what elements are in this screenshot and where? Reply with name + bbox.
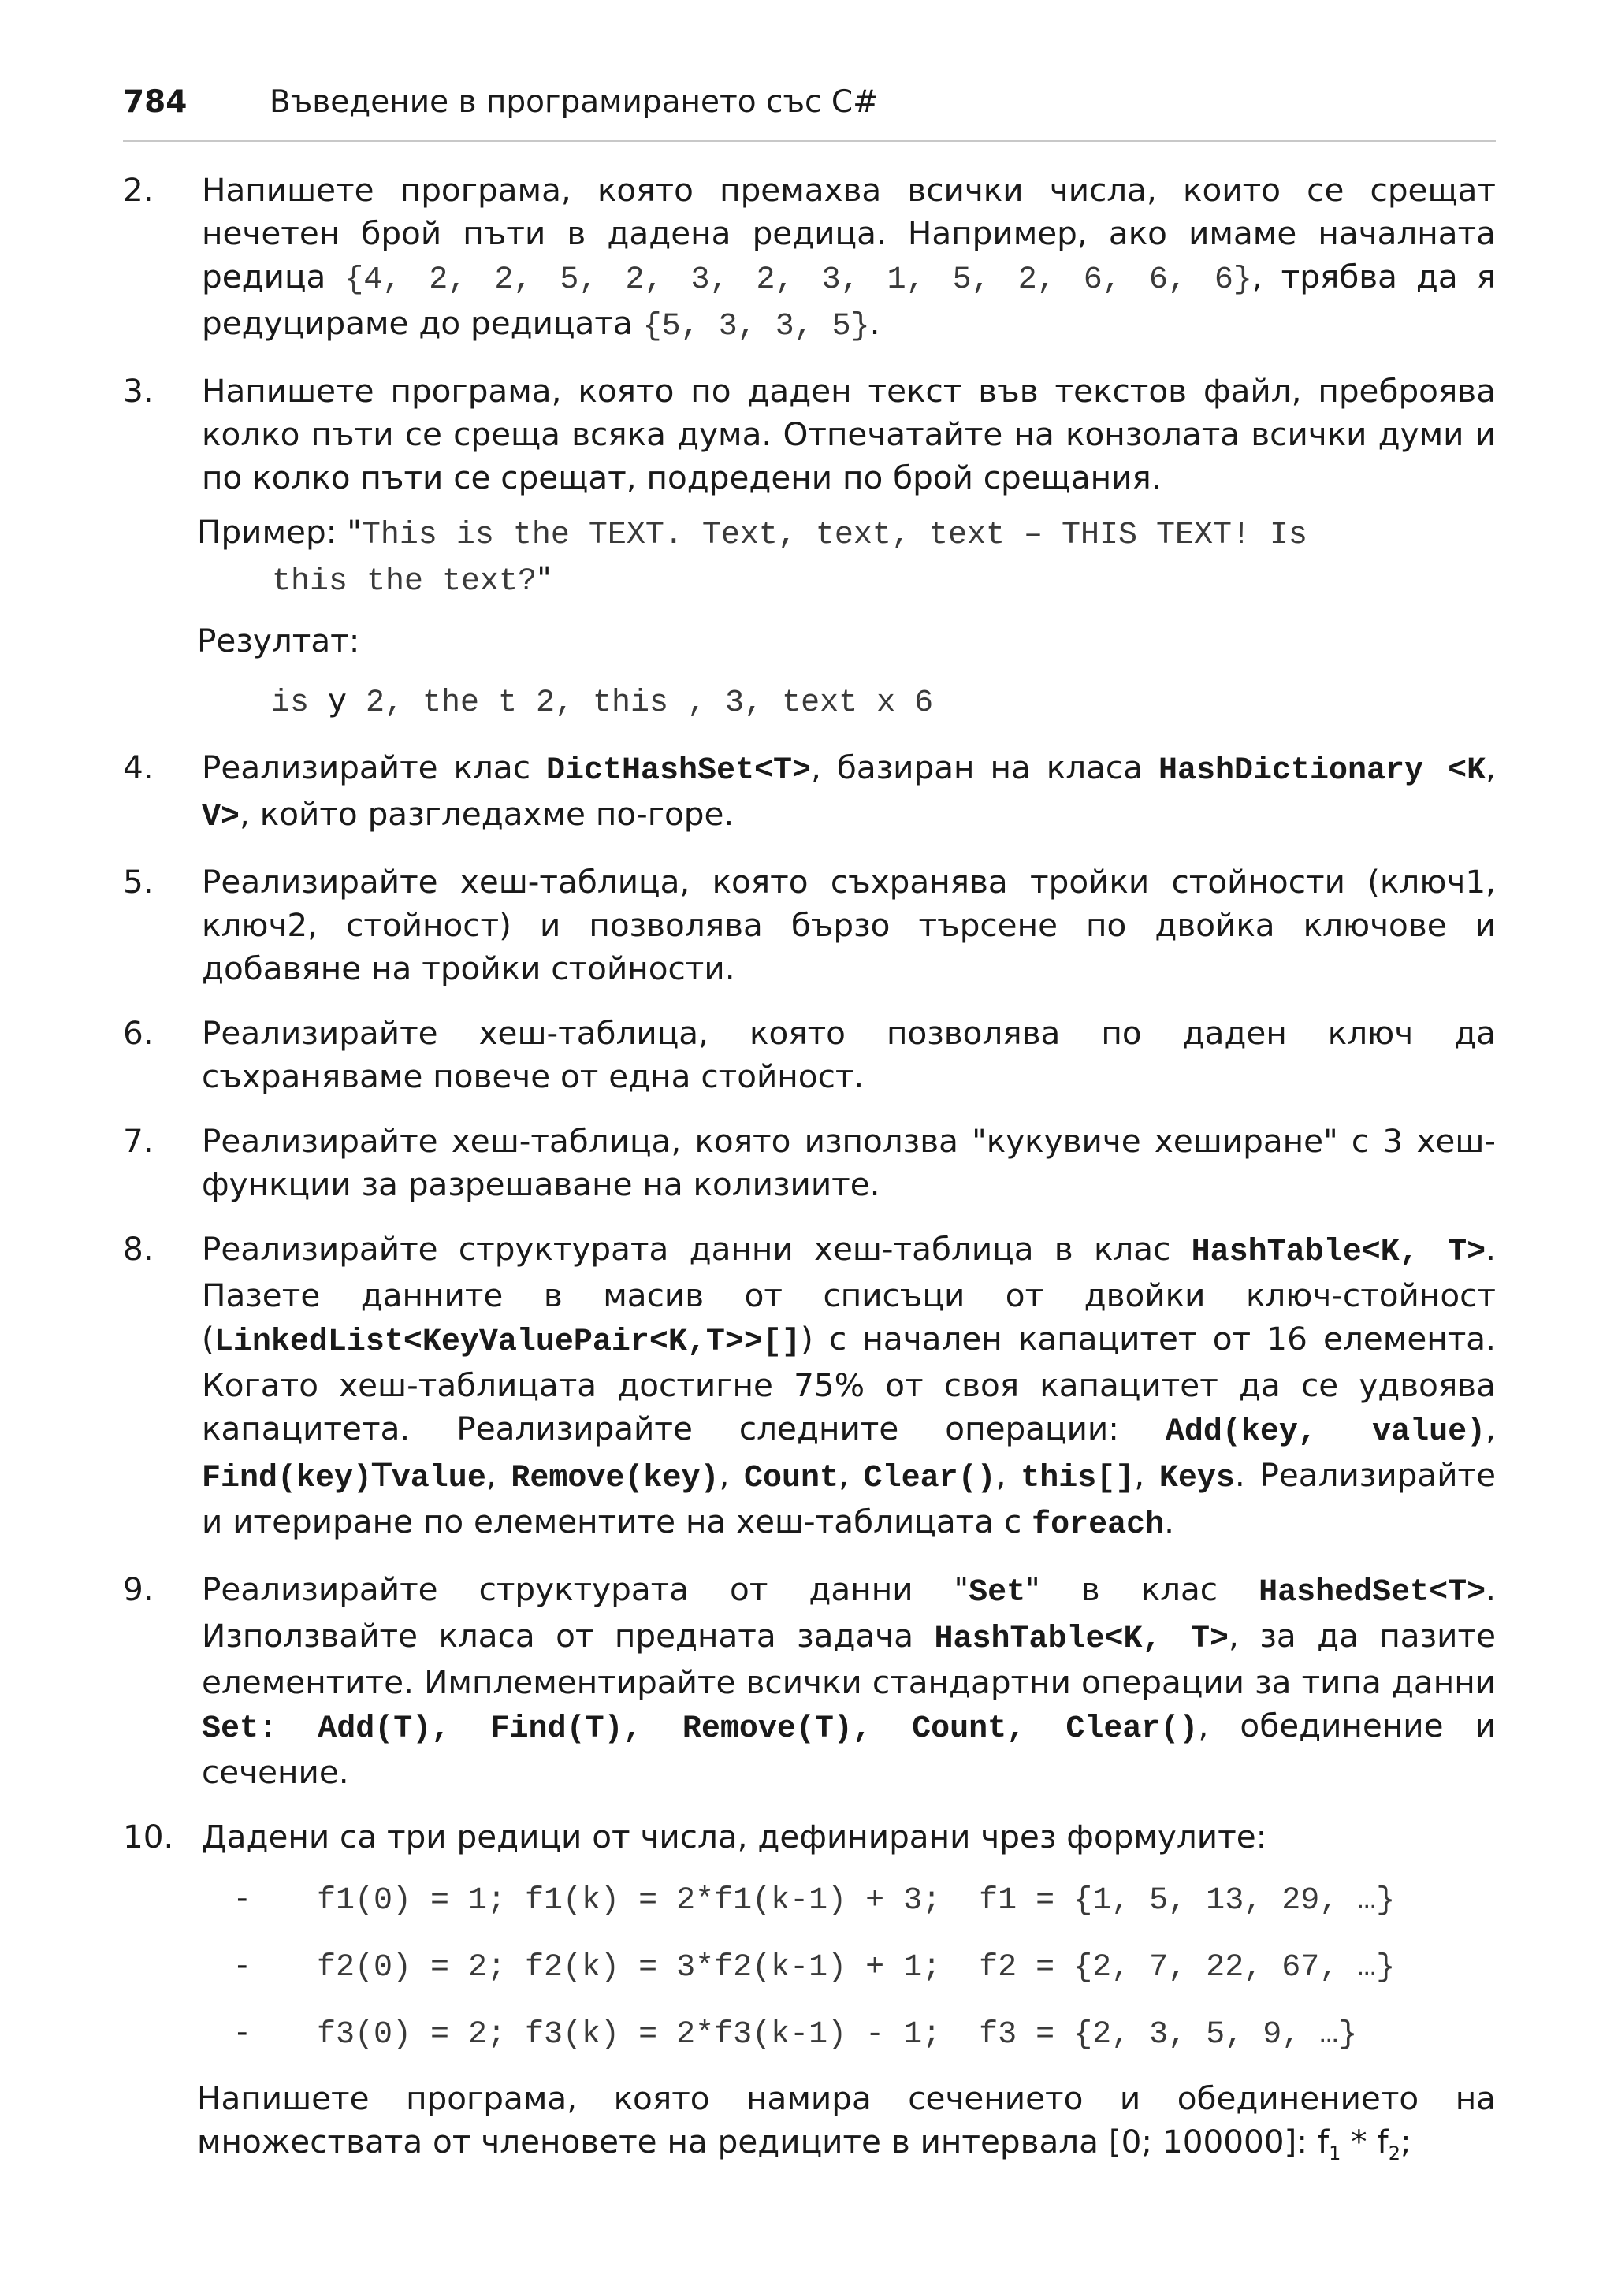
exercise-7: [123, 1120, 1496, 1206]
code-snippet: LinkedList<KeyValuePair<K,T>>[]: [214, 1324, 801, 1360]
exercise-number: 6.: [123, 1014, 154, 1052]
exercise-text: , за да пазите елементите. Имплементирайте всички стандартни операции за типа данни: [202, 1617, 1496, 1701]
quote-mark: ": [347, 513, 362, 551]
list-dash: -: [236, 1878, 248, 1916]
exercise-6: [123, 1012, 1496, 1098]
exercise-8: [123, 1228, 1496, 1547]
sequence-formula: f1(0) = 1; f1(k) = 2*f1(k-1) + 3; f1 = {1, 5, 13, 29, …}: [317, 1883, 1396, 1919]
code-snippet: {4, 2, 2, 5, 2, 3, 2, 3, 1, 5, 2, 6, 6, 6}: [344, 262, 1252, 298]
exercise-text: ,: [995, 1456, 1021, 1494]
list-dash: -: [236, 1945, 248, 1983]
exercise-number: 3.: [123, 372, 154, 410]
exercise-text: Реализирайте хеш-таблица, която съхранява тройки стойности (ключ1, ключ2, стойност) и позволява бързо търсене по двойка ключове и добавяне на тройки стойности.: [202, 863, 1496, 987]
sequence-line: [123, 2010, 1496, 2056]
exercise-text: * f: [1341, 2123, 1389, 2160]
exercise-number: 4.: [123, 749, 154, 786]
exercise-number: 2.: [123, 171, 154, 209]
exercise-number: 10.: [123, 1818, 174, 1856]
exercise-text: .: [869, 304, 880, 342]
code-snippet: Keys: [1158, 1461, 1235, 1496]
result-code: is: [271, 685, 329, 721]
code-snippet: HashDictionary <K: [1158, 753, 1486, 789]
running-title: Въведение в програмирането със C#: [270, 84, 879, 120]
example-block: [123, 511, 1496, 604]
sequence-formula: f2(0) = 2; f2(k) = 3*f2(k-1) + 1; f2 = {2, 7, 22, 67, …}: [317, 1950, 1396, 1986]
exercise-text: , който разгледахме по-горе.: [240, 795, 734, 833]
list-dash: -: [236, 2012, 248, 2050]
exercise-text: ;: [1400, 2123, 1411, 2160]
result-glyph: у: [328, 681, 347, 719]
exercise-text: " в клас: [1025, 1570, 1259, 1608]
exercise-text: . Реализирайте и итериране по елементите на хеш-таблицата с: [202, 1456, 1497, 1540]
exercise-text: T: [372, 1456, 392, 1494]
exercise-text: Реализирайте хеш-таблица, която позволява по даден ключ да съхраняваме повече от една стойност.: [202, 1014, 1496, 1095]
subscript: 1: [1329, 2142, 1341, 2165]
exercise-text: Реализирайте структурата данни хеш-таблица в клас: [202, 1230, 1192, 1268]
exercise-number: 7.: [123, 1122, 154, 1160]
exercise-text: Напишете програма, която премахва всички числа, които се срещат нечетен брой пъти в дадена редица. Например, ако имаме началната редица: [202, 171, 1496, 295]
exercise-text: . Използвайте класа от предната задача: [202, 1570, 1496, 1655]
page-number: 784: [123, 84, 188, 120]
code-snippet: Set: [969, 1575, 1026, 1611]
result-label: Резултат:: [197, 622, 360, 659]
code-snippet: DictHashSet<T>: [545, 753, 812, 789]
page-header: [123, 82, 1496, 142]
exercise-4: [123, 746, 1496, 839]
code-snippet: foreach: [1032, 1507, 1165, 1543]
code-snippet: value: [391, 1461, 486, 1496]
exercise-text: ,: [719, 1456, 745, 1494]
exercise-text: Дадени са три редици от числа, дефинирани чрез формулите:: [202, 1818, 1267, 1856]
sequence-formula: f3(0) = 2; f3(k) = 2*f3(k-1) - 1; f3 = {2, 3, 5, 9, …}: [317, 2017, 1358, 2053]
exercise-list: [123, 169, 1496, 2175]
exercise-text: Реализирайте хеш-таблица, която използва "кукувиче хеширане" с 3 хеш-функции за разрешаване на колизиите.: [202, 1122, 1496, 1203]
code-snippet: V>: [202, 800, 240, 835]
code-snippet: Find(key): [202, 1461, 373, 1496]
exercise-5: [123, 860, 1496, 990]
exercise-text: ) с начален капацитет от 16 елемента. Когато хеш-таблицата достигне 75% от своя капацитет да се удвоява капацитета. Реализирайте следните операции:: [202, 1320, 1496, 1447]
exercise-text: , трябва да я редуцираме до редицата: [202, 258, 1496, 342]
exercise-text: .: [1164, 1503, 1174, 1540]
exercise-text: ,: [1486, 749, 1497, 786]
exercise-text: ,: [1134, 1456, 1159, 1494]
exercise-number: 5.: [123, 863, 154, 901]
exercise-9: [123, 1568, 1496, 1794]
exercise-text: Напишете програма, която по даден текст във текстов файл, преброява колко пъти се среща всяка дума. Отпечатайте на конзолата всички думи и по колко пъти се срещат, подредени по брой срещания.: [202, 372, 1496, 496]
result-code: 2, the t 2, this , 3, text x 6: [346, 685, 934, 721]
exercise-text: . Пазете данните в масив от списъци от двойки ключ-стойност (: [202, 1230, 1496, 1358]
example-label: Пример:: [197, 513, 348, 551]
exercise-10: [123, 1815, 1496, 1859]
code-snippet: Set: Add(T), Find(T), Remove(T), Count, Clear(): [202, 1711, 1199, 1747]
exercise-text: Реализирайте структурата от данни ": [202, 1570, 969, 1608]
exercise-text: ,: [485, 1456, 511, 1494]
code-snippet: Add(key, value): [1165, 1414, 1486, 1450]
subscript: 2: [1388, 2142, 1400, 2165]
quote-mark: ": [537, 559, 552, 597]
code-snippet: this[]: [1021, 1461, 1135, 1496]
exercise-3: [123, 370, 1496, 500]
code-snippet: Count: [744, 1461, 839, 1496]
code-snippet: HashedSet<T>: [1259, 1575, 1486, 1611]
exercise-10-closing: [123, 2077, 1496, 2175]
exercise-2: [123, 169, 1496, 348]
exercise-text: ,: [839, 1456, 864, 1494]
example-code: This is the TEXT. Text, text, text – THIS TEXT! Is: [361, 518, 1308, 553]
exercise-text: Реализирайте клас: [202, 749, 546, 786]
code-snippet: HashTable<K, T>: [934, 1622, 1229, 1657]
code-snippet: HashTable<K, T>: [1191, 1235, 1486, 1270]
exercise-text: , базиран на класа: [811, 749, 1158, 786]
code-snippet: Clear(): [863, 1461, 996, 1496]
exercise-text: Напишете програма, която намира сечението и обединението на множествата от членовете на редиците в интервала [0; 100000]: f: [197, 2079, 1496, 2160]
exercise-number: 8.: [123, 1230, 154, 1268]
exercise-text: ,: [1486, 1410, 1496, 1447]
sequence-line: [123, 1876, 1496, 1923]
result-block: [123, 678, 1496, 725]
exercise-text: , обединение и сечение.: [202, 1707, 1496, 1791]
code-snippet: Remove(key): [511, 1461, 720, 1496]
code-snippet: {5, 3, 3, 5}: [642, 309, 870, 344]
exercise-number: 9.: [123, 1570, 154, 1608]
example-code: this the text?: [272, 564, 537, 600]
sequence-line: [123, 1943, 1496, 1989]
